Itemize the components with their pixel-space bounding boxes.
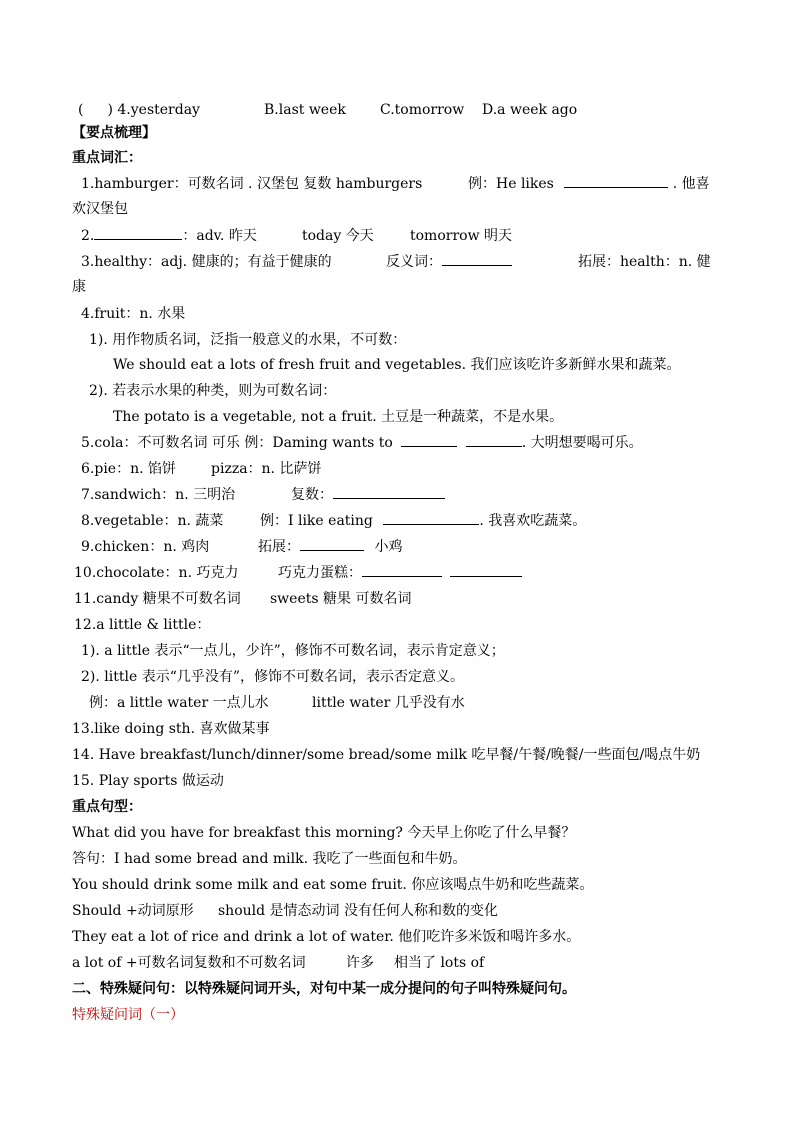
option-c: C.tomorrow [380, 102, 465, 118]
vocab-7-plural [291, 486, 445, 504]
sentence-6-meaning: 许多 [346, 955, 374, 971]
sentence-6: a lot of +可数名词复数和不可数名词 [72, 955, 306, 971]
vocab-1-example [468, 175, 710, 193]
vocab-9-blank[interactable] [300, 538, 364, 551]
vocab-8: 8.vegetable：n. 蔬菜 [81, 513, 224, 529]
sentence-4-note: should 是情态动词 没有任何人称和数的变化 [218, 903, 498, 919]
vocab-12-example-2: little water 几乎没有水 [312, 695, 465, 711]
vocab-8-blank[interactable] [383, 512, 479, 525]
vocab-5 [81, 434, 643, 452]
vocab-5-blank-2[interactable] [466, 434, 522, 447]
vocab-2-blank[interactable] [94, 227, 182, 240]
answer-paren-close: ) [107, 102, 113, 118]
vocab-8-cn: . 我喜欢吃蔬菜。 [479, 513, 587, 529]
vocab-12: 12.a little & little： [74, 617, 211, 633]
vocab-11: 11.candy 糖果不可数名词 [74, 591, 241, 607]
question-4 [78, 101, 200, 119]
vocab-1-cont: 欢汉堡包 [72, 201, 128, 217]
vocab-4-sub1-example: We should eat a lots of fresh fruit and vegetables. 我们应该吃许多新鲜水果和蔬菜。 [113, 357, 681, 373]
vocab-6: 6.pie：n. 馅饼 [81, 461, 176, 477]
vocab-3: 3.healthy：adj. 健康的；有益于健康的 [81, 254, 332, 270]
sentence-1: What did you have for breakfast this morning? 今天早上你吃了什么早餐？ [72, 825, 576, 841]
vocab-1-example-label: 例：He likes [468, 176, 554, 192]
vocab-1-blank[interactable] [564, 175, 668, 188]
vocab-9: 9.chicken：n. 鸡肉 [81, 539, 210, 555]
vocab-5-blank-1[interactable] [401, 434, 457, 447]
vocab-3-cont: 康 [72, 279, 86, 295]
vocab-heading: 重点词汇： [72, 150, 142, 166]
vocab-13: 13.like doing sth. 喜欢做某事 [72, 721, 270, 737]
vocab-3-antonym-label: 反义词： [386, 254, 442, 270]
vocab-7-plural-label: 复数： [291, 487, 333, 503]
option-b: B.last week [264, 102, 346, 118]
vocab-1-text: 1.hamburger：可数名词 . 汉堡包 复数 hamburgers [81, 176, 423, 192]
vocab-4-sub1: 1). 用作物质名词，泛指一般意义的水果，不可数： [89, 332, 407, 348]
vocab-14: 14. Have breakfast/lunch/dinner/some bread/some milk 吃早餐/午餐/晚餐/一些面包/喝点牛奶 [72, 747, 701, 763]
vocab-12-sub1: 1). a little 表示“一点儿，少许”，修饰不可数名词，表示肯定意义； [81, 643, 505, 659]
vocab-7-blank[interactable] [333, 486, 445, 499]
sentence-5: They eat a lot of rice and drink a lot of water. 他们吃许多米饭和喝许多水。 [72, 929, 581, 945]
vocab-3-antonym [386, 253, 512, 271]
vocab-4-sub2-example: The potato is a vegetable, not a fruit. 土豆是一种蔬菜，不是水果。 [113, 409, 564, 425]
sentence-6-equiv: 相当了 lots of [394, 955, 485, 971]
sentence-4: Should +动词原形 [72, 903, 194, 919]
vocab-10-blank-1[interactable] [362, 564, 442, 577]
vocab-3-extend: 拓展：health：n. 健 [578, 254, 711, 270]
vocab-9-extend [258, 538, 402, 556]
vocab-9-cn: 小鸡 [374, 539, 403, 555]
section-2-heading: 二、特殊疑问句：以特殊疑问词开头，对句中某一成分提问的句子叫特殊疑问句。 [72, 981, 576, 997]
vocab-10-cake-label: 巧克力蛋糕： [278, 565, 362, 581]
option-d: D.a week ago [482, 102, 578, 118]
vocab-2 [81, 227, 257, 245]
vocab-7: 7.sandwich：n. 三明治 [81, 487, 236, 503]
vocab-3-blank[interactable] [442, 253, 512, 266]
vocab-2-num: 2. [81, 228, 95, 244]
vocab-8-example-label: 例：I like eating [260, 513, 373, 529]
vocab-10: 10.chocolate：n. 巧克力 [74, 565, 239, 581]
vocab-2-today: today 今天 [302, 228, 374, 244]
sentence-3: You should drink some milk and eat some fruit. 你应该喝点牛奶和吃些蔬菜。 [72, 877, 594, 893]
vocab-10-cake [278, 564, 522, 582]
answer-paren-open: ( [78, 102, 84, 118]
vocab-5-cn: . 大明想要喝可乐。 [521, 435, 643, 451]
vocab-10-blank-2[interactable] [450, 564, 522, 577]
vocab-15: 15. Play sports 做运动 [72, 773, 224, 789]
sentences-heading: 重点句型： [72, 799, 142, 815]
vocab-12-example: 例：a little water 一点儿水 [89, 695, 269, 711]
vocab-1-example-cn: . 他喜 [672, 176, 710, 192]
vocab-5-text: 5.cola：不可数名词 可乐 例：Daming wants to [81, 435, 393, 451]
key-points-heading: 【要点梳理】 [72, 125, 156, 141]
vocab-4: 4.fruit：n. 水果 [81, 306, 186, 322]
vocab-2-def: ：adv. 昨天 [182, 228, 257, 244]
question-stem: 4.yesterday [117, 102, 200, 118]
vocab-2-tomorrow: tomorrow 明天 [410, 228, 513, 244]
vocab-11-sweets: sweets 糖果 可数名词 [270, 591, 412, 607]
vocab-8-example [260, 512, 586, 530]
vocab-9-extend-label: 拓展： [258, 539, 300, 555]
vocab-12-sub2: 2). little 表示“几乎没有”，修饰不可数名词，表示否定意义。 [81, 669, 465, 685]
section-2-subheading: 特殊疑问词（一） [72, 1007, 184, 1023]
sentence-2: 答句：I had some bread and milk. 我吃了一些面包和牛奶。 [72, 851, 467, 867]
vocab-6-pizza: pizza：n. 比萨饼 [211, 461, 322, 477]
vocab-4-sub2: 2). 若表示水果的种类，则为可数名词： [89, 383, 337, 399]
